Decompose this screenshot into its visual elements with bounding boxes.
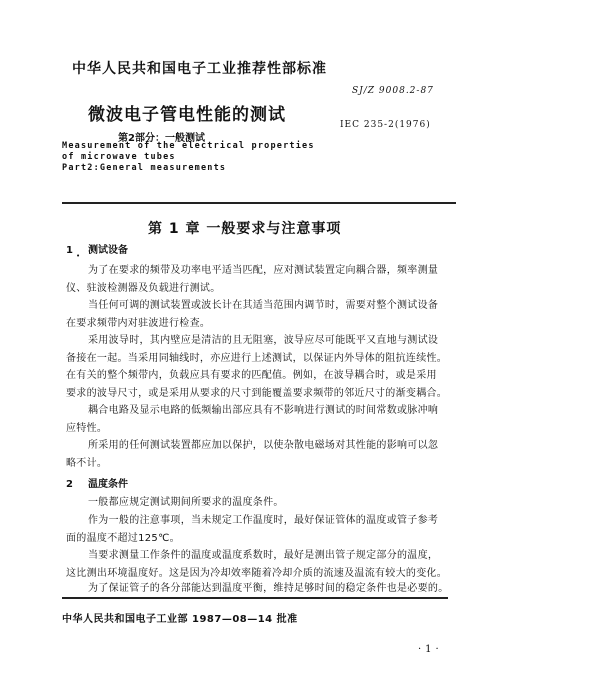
section-title: 测试设备 <box>88 245 128 256</box>
paragraph <box>66 437 458 472</box>
paragraph-line: 要求的波导尺寸，或是采用从要求的尺寸到能覆盖要求频带的邻近尺寸的渐变耦合。 <box>66 387 448 399</box>
paragraph-line: 当任何可调的测试装置或波长计在其适当范围内调节时，需要对整个测试设备 <box>88 300 439 311</box>
paragraph-line: 为了在要求的频带及功率电平适当匹配，应对测试装置定向耦合器，频率测量 <box>88 265 439 276</box>
header-divider <box>62 202 456 204</box>
iec-reference: IEC 235-2(1976) <box>340 120 431 130</box>
paragraph-line: 耦合电路及显示电路的低频输出部应具有不影响进行测试的时间常数或脉冲响 <box>88 405 439 416</box>
document-title: 微波电子管电性能的测试 <box>88 105 286 125</box>
section-title: 温度条件 <box>88 479 128 490</box>
section-number: 2 <box>66 479 73 490</box>
paragraph <box>66 512 458 547</box>
english-title-line: of microwave tubes <box>62 152 176 162</box>
chapter-heading: 第 1 章 一般要求与注意事项 <box>148 221 342 237</box>
paragraph <box>66 547 458 582</box>
paragraph-line: 在要求频带内对驻波进行检查。 <box>66 317 211 329</box>
paragraph-line: 所采用的任何测试装置都应加以保护，以使杂散电磁场对其性能的影响可以忽 <box>88 440 439 451</box>
english-title-line: Part2:General measurements <box>62 163 227 173</box>
paragraph-line: 当要求测量工作条件的温度或温度系数时，最好是测出管子规定部分的温度， <box>88 550 439 561</box>
paragraph-line: 应特性。 <box>66 422 108 434</box>
paragraph <box>66 580 458 598</box>
approval-statement: 中华人民共和国电子工业部 1987—08—14 批准 <box>62 614 298 625</box>
paragraph-line: 面的温度不超过125℃。 <box>66 532 180 544</box>
paragraph <box>66 297 458 332</box>
standard-code: SJ/Z 9008.2-87 <box>352 86 434 96</box>
paragraph-line: 采用波导时，其内壁应是清洁的且无阻塞，波导应尽可能既平又直地与测试设 <box>88 335 439 346</box>
section-heading <box>66 475 128 490</box>
paragraph-line: 作为一般的注意事项，当未规定工作温度时，最好保证管体的温度或管子参考 <box>88 515 439 526</box>
page-number: ·1· <box>418 644 443 655</box>
paragraph-line: 在有关的整个频带内，负载应具有要求的匹配值。例如，在波导耦合时，或是采用 <box>66 370 437 381</box>
section-number: 1 <box>66 245 73 256</box>
paragraph <box>66 262 458 297</box>
paragraph-line: 略不计。 <box>66 457 108 469</box>
paragraph <box>66 332 458 402</box>
paragraph-line: 这比测出环境温度好。这是因为冷却效率随着冷却介质的流速及温流有较大的变化。 <box>66 567 448 579</box>
english-title-line: Measurement of the electrical properties <box>62 141 315 151</box>
document-subtitle: 第2部分：一般测试 <box>118 133 205 144</box>
paragraph-line: 仪、驻波检测器及负载进行测试。 <box>66 282 221 294</box>
paragraph-line: 备接在一起。当采用同轴线时，亦应进行上述测试，以保证内外导体的阻抗连续性。 <box>66 352 448 364</box>
paragraph <box>66 494 458 512</box>
paragraph <box>66 402 458 437</box>
speck-mark: • <box>76 252 81 260</box>
footer-divider <box>62 597 448 599</box>
issuing-organization: 中华人民共和国电子工业推荐性部标准 <box>72 61 327 77</box>
paragraph-line: 为了保证管子的各分部能达到温度平衡，维持足够时间的稳定条件也是必要的。 <box>88 583 449 594</box>
paragraph-line: 一般都应规定测试期间所要求的温度条件。 <box>88 497 284 508</box>
